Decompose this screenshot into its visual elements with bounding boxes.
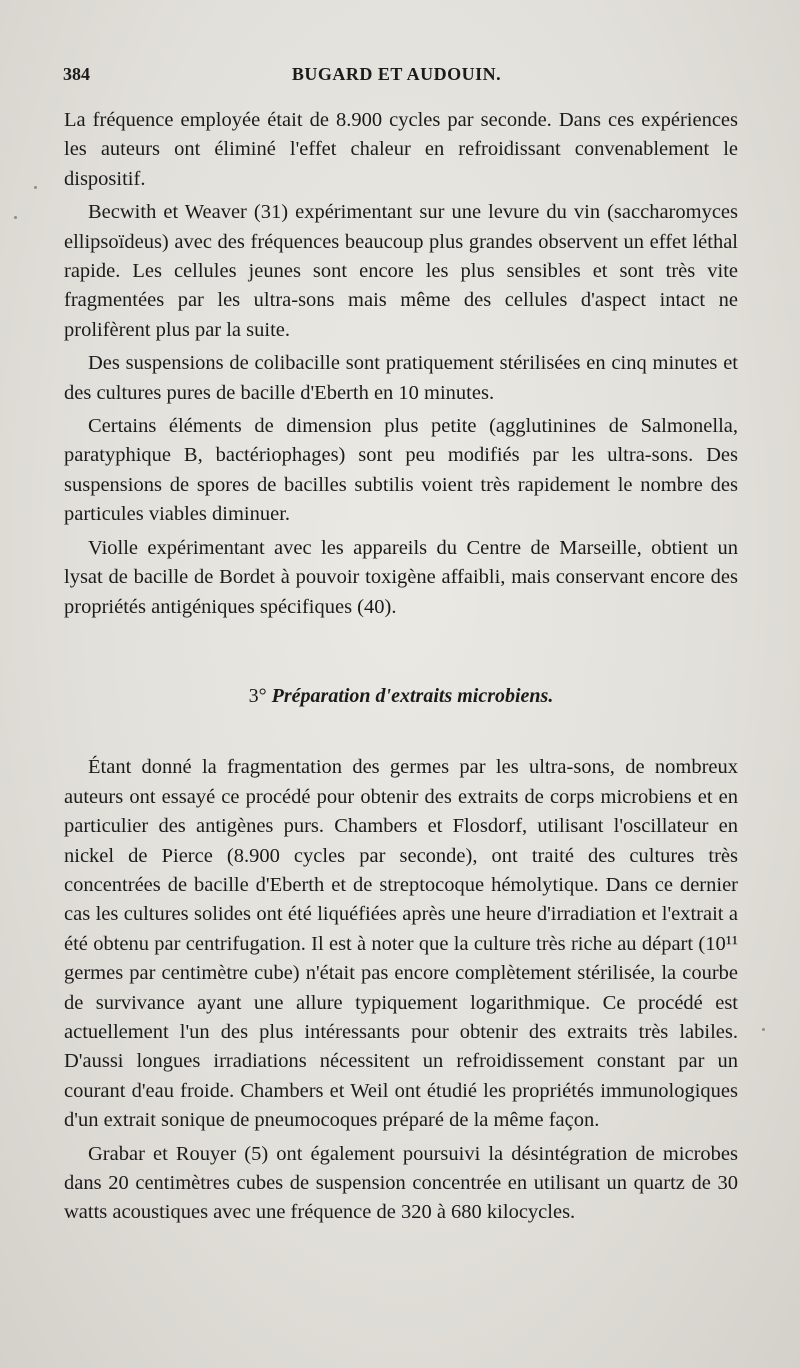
print-speck <box>762 1028 765 1031</box>
paragraph: Certains éléments de dimension plus petite (agglutinines de Salmonella, paratyphique B, bactériophages) sont peu modifiés par les ultra-sons. Des suspensions de spores de bacilles subtilis voient très rapidement le nombre des particules viables diminuer. <box>64 415 738 526</box>
paragraph: Becwith et Weaver (31) expérimentant sur une levure du vin (saccharomyces ellipsoïdeus) avec des fréquences beaucoup plus grandes observent un effet léthal rapide. Les cellules jeunes sont encore les plus sensibles et sont très vite fragmentées par les ultra-sons mais même des cellules d'aspect intact ne prolifèrent plus par la suite. <box>64 201 738 341</box>
section-heading <box>64 682 738 711</box>
paragraph: La fréquence employée était de 8.900 cycles par seconde. Dans ces expériences les auteurs ont éliminé l'effet chaleur en refroidissant convenablement le dispositif. <box>64 109 738 190</box>
body-text <box>64 106 738 1232</box>
paragraph: Des suspensions de colibacille sont pratiquement stérilisées en cinq minutes et des cultures pures de bacille d'Eberth en 10 minutes. <box>64 352 738 404</box>
page-header <box>63 64 730 88</box>
section-title: Préparation d'extraits microbiens. <box>271 684 554 707</box>
paragraph: Grabar et Rouyer (5) ont également poursuivi la désintégration de microbes dans 20 centimètres cubes de suspension concentrée en utilisant un quartz de 30 watts acoustiques avec une fréquence de 320 à 680 kilocycles. <box>64 1142 738 1224</box>
paragraph: Étant donné la fragmentation des germes par les ultra-sons, de nombreux auteurs ont essayé ce procédé pour obtenir des extraits de corps microbiens et en particulier des antigènes purs. Chambers et Flosdorf, utilisant l'oscillateur en nickel de Pierce (8.900 cycles par seconde), ont traité des cultures très concentrées de bacille d'Eberth et de streptocoque hémolytique. Dans ce dernier cas les cultures solides ont été liquéfiées après une heure d'irradiation et l'extrait a été obtenu par centrifugation. Il est à noter que la culture très riche au départ (10¹¹ germes par centimètre cube) n'était pas encore complètement stérilisée, la courbe de survivance ayant une allure typiquement logarithmique. Ce procédé est actuellement l'un des plus intéressants pour obtenir des extraits très labiles. D'aussi longues irradiations nécessitent un refroidissement constant par un courant d'eau froide. Chambers et Weil ont étudié les propriétés immunologiques d'un extrait sonique de pneumocoques préparé de la même façon. <box>64 756 738 1132</box>
page-number: 384 <box>63 64 90 84</box>
print-speck <box>34 186 37 189</box>
paragraph: Violle expérimentant avec les appareils du Centre de Marseille, obtient un lysat de bacille de Bordet à pouvoir toxigène affaibli, mais conservant encore des propriétés antigéniques spécifiques (40). <box>64 536 738 618</box>
print-speck <box>14 216 17 219</box>
running-title: BUGARD ET AUDOUIN. <box>291 64 502 84</box>
section-number: 3° <box>248 684 267 707</box>
